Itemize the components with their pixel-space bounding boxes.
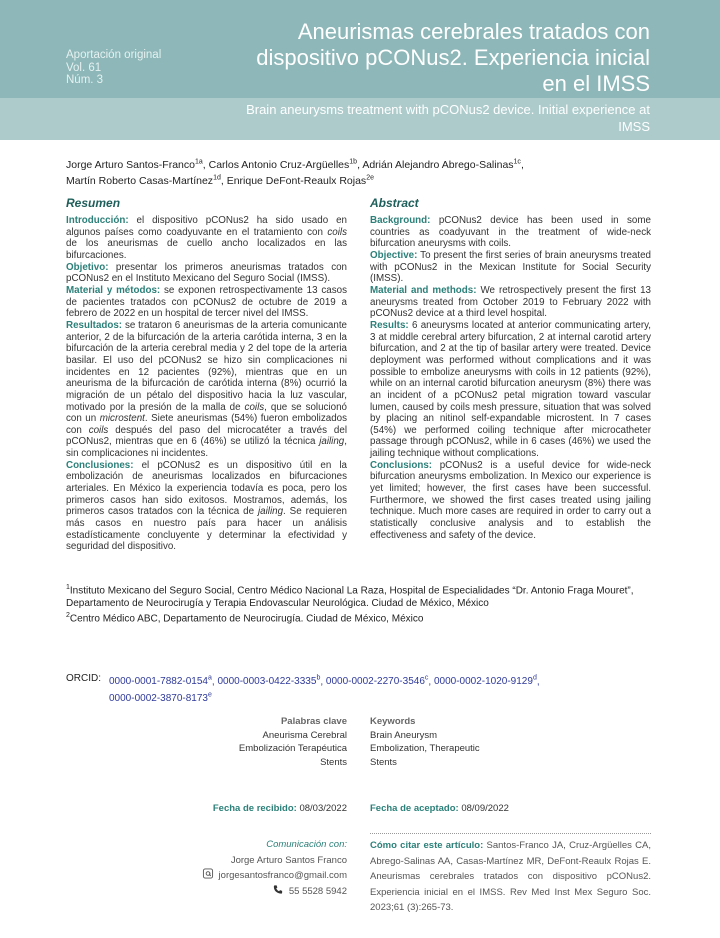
contact-heading: Comunicación con: bbox=[266, 839, 347, 850]
citation-divider bbox=[370, 833, 651, 834]
at-sign-icon bbox=[202, 868, 214, 879]
palabras-clave-heading: Palabras clave bbox=[280, 716, 347, 727]
abstract-results: Results: 6 aneurysms located at anterior communicating artery, 3 at middle cerebral artery bifurcation, 2 at internal carotid artery bifurcation, and 2 at the tip of basilar artery were treated. Device deployment was performed without complications and it was possible to embolize aneurysms with coils in 12 patients (92%), while on an internal carotid bifurcation aneurysm (8%) there was an incident of a pCONus2 petal migration toward vascular lumen, caused by coils mesh pressure, situation that was solved by placing an nitinol self-expandable microstent. In 7 cases (54%) we performed coiling technique after microcatheter passage through pCONus2, while in 6 cases (46%) we used the jailing technique without complications. bbox=[370, 319, 651, 460]
abstract-methods: Material and methods: We retrospectively present the first 13 aneurysms treated from October 2019 to February 2022 with pCONus2 device at a third level hospital. bbox=[370, 284, 651, 320]
resumen-conclusiones: Conclusiones: el pCONus2 es un dispositivo útil en la embolización de aneurismas localizados en bifurcaciones arteriales. En México la experiencia todavía es poca, pero los primeros casos han sido exitosos. Mostramos, además, los primeros casos tratados con la técnica de jailing. Se requieren más casos en nuestro país para hacer un análisis estadísticamente concluyente y determinar la efectividad y seguridad del dispositivo. bbox=[66, 459, 347, 553]
orcid-link[interactable]: 0000-0002-1020-9129$^d$ bbox=[433, 675, 537, 688]
keyword-es: Stents bbox=[320, 756, 347, 768]
author: Adrián Alejandro Abrego-Salinas$^{1c}$, bbox=[362, 158, 524, 171]
resumen-heading: Resumen bbox=[66, 196, 121, 210]
author-list bbox=[66, 155, 666, 188]
orcid-label: ORCID: bbox=[66, 673, 101, 684]
resumen-resultados: Resultados: se trataron 6 aneurismas de la arteria comunicante anterior, 2 de la bifurcación de la arteria carótida interna, 3 en la bifurcación de la arteria cerebral media y 2 del tope de la arteria basilar. El uso del pCONus2 se hizo sin complicaciones ni incidentes en 12 pacientes (92%), mientras que en un aneurisma de la bifurcación de carótida interna (8%) ocurrió la migración de un pétalo del dispositivo hacia la luz vascular, motivado por la presión de la malla de coils, que se solucionó con un microstent. Siete aneurismas (54%) fueron embolizados con coils después del paso del microcatéter a través del pCONus2, mientras que en 6 (46%) se utilizó la técnica jailing, sin complicaciones ni incidentes. bbox=[66, 319, 348, 460]
affiliations bbox=[66, 582, 666, 626]
keyword-es: Embolización Terapéutica bbox=[238, 743, 347, 754]
orcid-link[interactable]: 0000-0002-2270-3546$^c$ bbox=[325, 675, 429, 688]
abstract-column bbox=[370, 196, 651, 541]
resumen-objetivo: Objetivo: presentar los primeros aneurismas tratados con pCONus2 en el Instituto Mexicano del Seguro Social (IMSS). bbox=[66, 261, 347, 285]
contact-name: Jorge Arturo Santos Franco bbox=[230, 854, 347, 866]
orcid-link[interactable]: 0000-0002-3870-8173e bbox=[109, 691, 212, 704]
keyword-es: Aneurisma Cerebral bbox=[262, 729, 347, 741]
orcid-link[interactable]: 0000-0003-0422-3335$^b$ bbox=[217, 675, 321, 688]
orcid-link[interactable]: 0000-0001-7882-0154$^a$ bbox=[109, 675, 212, 688]
contact-phone: 55 5528 5942 bbox=[288, 885, 347, 897]
abstract-heading: Abstract bbox=[370, 196, 419, 210]
author: Enrique DeFont-Reaulx Rojas$^{2e}$ bbox=[226, 174, 374, 187]
issue: Núm. 3 bbox=[66, 74, 104, 86]
keywords bbox=[370, 715, 480, 769]
affiliation-item: $^1$Instituto Mexicano del Seguro Social, Centro Médico Nacional La Raza, Hospital de Especialidades “Dr. Antonio Fraga Mouret”, Departamento de Neurocirugía y Terapia Endovascular Neurológica. Ciudad de México, México bbox=[66, 584, 634, 609]
volume: Vol. 61 bbox=[66, 61, 102, 74]
article-title: Aneurismas cerebrales tratados con dispositivo pCONus2. Experiencia inicial en el IMSS bbox=[256, 19, 650, 96]
keyword-en: Brain Aneurysm bbox=[370, 729, 438, 741]
author: Martín Roberto Casas-Martínez$^{1d}$, bbox=[66, 174, 227, 187]
author: Carlos Antonio Cruz-Argüelles$^{1b}$, bbox=[208, 158, 363, 171]
abstract-conclusions: Conclusions: pCONus2 is a useful device for wide-neck bifurcation aneurysms embolization. In Mexico our experience is yet limited; however, the first cases have been successful. Furthermore, we showed the first cases treated using jailing technique. Much more cases are required in order to carry out a statistically conclusive analysis and to establish the effectiveness and safety of the device. bbox=[370, 459, 651, 541]
contact-email-row bbox=[202, 868, 347, 884]
contact-email[interactable]: jorgesantosfranco@gmail.com bbox=[218, 870, 347, 881]
author: Jorge Arturo Santos-Franco$^{1a}$, bbox=[66, 158, 209, 171]
affiliation-item: $^2$Centro Médico ABC, Departamento de Neurocirugía. Ciudad de México, México bbox=[66, 612, 424, 625]
resumen-metodos: Material y métodos: se exponen retrospectivamente 13 casos de pacientes tratados con pCONus2 de octubre de 2019 a febrero de 2022 en un hospital de tercer nivel del IMSS. bbox=[66, 284, 347, 320]
orcid-list: 0000-0001-7882-0154$^a$, 0000-0003-0422-3335$^b$, 0000-0002-2270-3546$^c$, 0000-0002-1020-9129$^d$, 0000-0002-3870-8173e bbox=[109, 675, 540, 704]
abstract-background: Background: pCONus2 device has been used in some countries as coadyuvant in the treatment of wide-neck bifurcation aneurysms with coils. bbox=[370, 215, 651, 250]
abstract-objective: Objective: To present the first series of brain aneurysms treated with pCONus2 in the Mexican Institute for Social Security (IMSS). bbox=[370, 249, 651, 285]
section-type: Aportación original bbox=[66, 49, 162, 61]
received-date: Fecha de recibido: 08/03/2022 bbox=[212, 803, 347, 814]
contact-block bbox=[202, 837, 347, 899]
keyword-en: Embolization, Therapeutic bbox=[370, 743, 480, 754]
phone-icon bbox=[272, 884, 284, 895]
palabras-clave bbox=[239, 715, 347, 769]
accepted-date: Fecha de aceptado: 08/09/2022 bbox=[370, 803, 509, 814]
resumen-introduccion: Introducción: el dispositivo pCONus2 ha sido usado en algunos países como coadyuvante en el tratamiento con coils de los aneurismas de cuello ancho localizados en las bifurcaciones. bbox=[66, 215, 347, 261]
citation-block: Cómo citar este artículo: Santos-Franco JA, Cruz-Argüelles CA, Abrego-Salinas AA, Casas-Martínez MR, DeFont-Reaulx Rojas E. Aneurismas cerebrales tratados con dispositivo pCONus2. Experiencia inicial en el IMSS. Rev Med Inst Mex Seguro Soc. 2023;61 (3):265-73. bbox=[370, 840, 652, 913]
keyword-en: Stents bbox=[370, 756, 397, 768]
section-meta bbox=[66, 49, 161, 87]
keywords-heading: Keywords bbox=[370, 716, 416, 727]
resumen-column bbox=[66, 196, 347, 553]
contact-phone-row bbox=[202, 884, 347, 900]
article-subtitle: Brain aneurysms treatment with pCONus2 device. Initial experience at IMSS bbox=[246, 102, 650, 134]
